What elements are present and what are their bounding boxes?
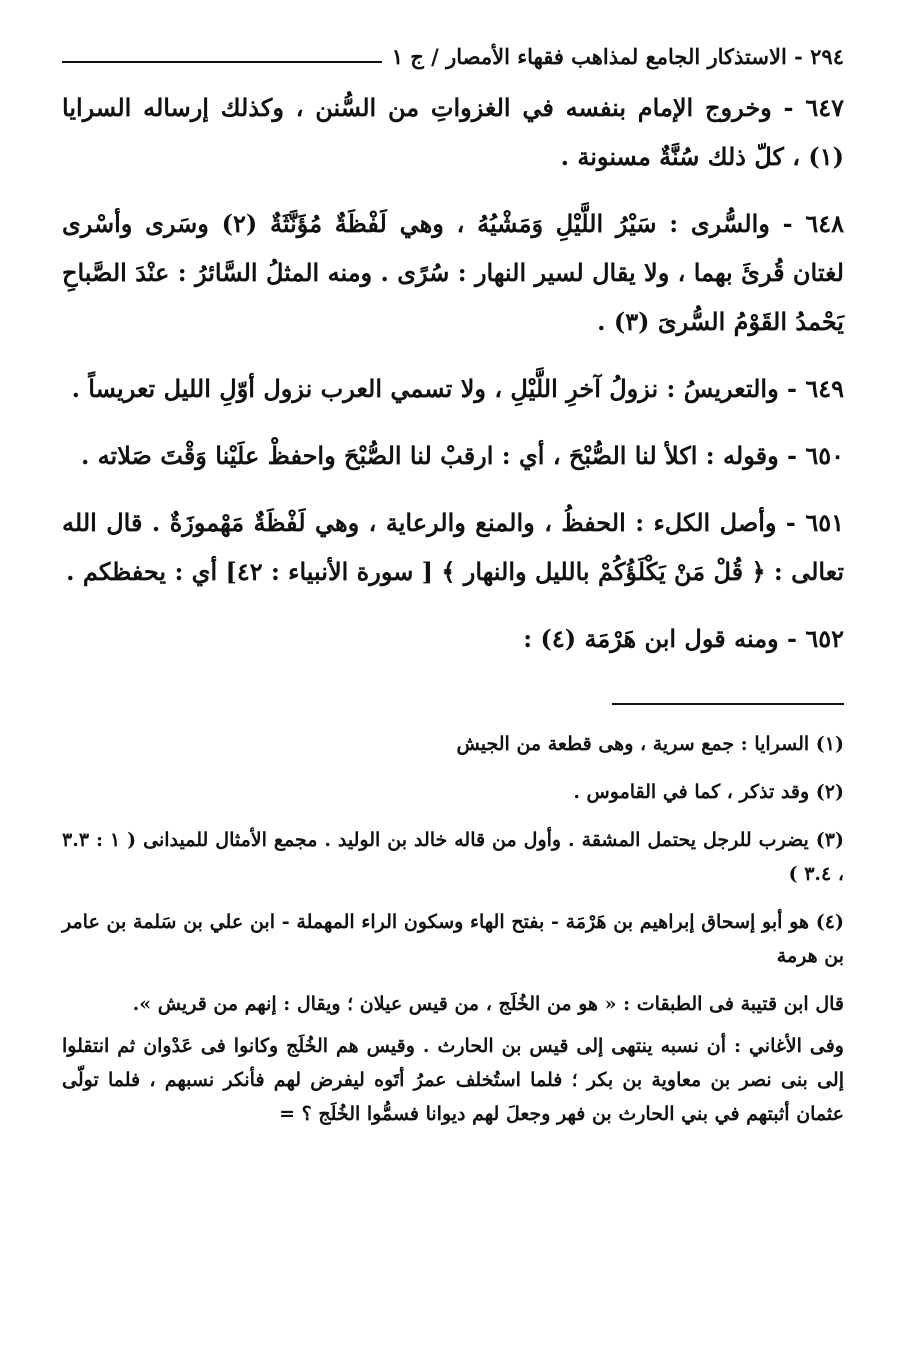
running-head-text: ٢٩٤ - الاستذكار الجامع لمذاهب فقهاء الأمصار / ج ١ — [391, 44, 844, 69]
paragraph-651: ٦٥١ - وأصل الكلء : الحفظُ ، والمنع والرعاية ، وهي لَفْظَةٌ مَهْموزَةٌ . قال الله تعالى : ﴿ قُلْ مَنْ يَكْلَؤُكُمْ بالليل والنهار ﴾ [ سورة الأنبياء : ٤٢] أي : يحفظكم . — [62, 508, 844, 587]
paragraph-652: ٦٥٢ - ومنه قول ابن هَرْمَة (٤) : — [523, 624, 844, 654]
footnote-separator — [612, 703, 844, 705]
running-head — [62, 44, 844, 69]
footnote-3: (٣) يضرب للرجل يحتمل المشقة . وأول من قاله خالد بن الوليد . مجمع الأمثال للميدانى ( ١ : ٣.٣ ، ٣.٤ ) — [62, 829, 844, 886]
footnote-1: (١) السرايا : جمع سرية ، وهى قطعة من الجيش — [456, 733, 844, 756]
footnotes — [62, 727, 844, 1131]
main-text — [62, 83, 844, 663]
footnote-2: (٢) وقد تذكر ، كما في القاموس . — [573, 781, 844, 804]
paragraph-650: ٦٥٠ - وقوله : اكلأ لنا الصُّبْحَ ، أي : ارقبْ لنا الصُّبْحَ واحفظْ علَيْنا وَقْتَ صَلاته . — [80, 441, 844, 471]
header-rule — [62, 61, 382, 63]
footnote-4-continued-tabaqat: قال ابن قتيبة فى الطبقات : « هو من الخُلَج ، من قيس عيلان ؛ ويقال : إنهم من قريش ». — [132, 993, 844, 1016]
paragraph-649: ٦٤٩ - والتعريسُ : نزولُ آخرِ اللَّيْلِ ، ولا تسمي العرب نزول أوّلِ الليل تعريساً . — [71, 374, 844, 404]
footnote-4: (٤) هو أبو إسحاق إبراهيم بن هَرْمَة - بفتح الهاء وسكون الراء المهملة - ابن علي بن سَلمة بن عامر بن هرمة — [62, 911, 844, 968]
paragraph-647: ٦٤٧ - وخروج الإمام بنفسه في الغزواتِ من السُّنن ، وكذلك إرساله السرايا (١) ، كلّ ذلك سُنَّةٌ مسنونة . — [62, 93, 844, 172]
paragraph-648: ٦٤٨ - والسُّرى : سَيْرُ اللَّيْلِ وَمَشْيُهُ ، وهي لَفْظَةٌ مُؤَنَّثَةٌ (٢) وسَرى وأسْرى لغتان قُرئَ بهما ، ولا يقال لسير النهار : سُرًى . ومنه المثلُ السَّائرُ : عنْدَ الصَّباحِ يَحْمدُ القَوْمُ السُّرىَ (٣) . — [62, 209, 845, 337]
book-page — [62, 44, 844, 1139]
footnote-4-continued-aghani: وفى الأغاني : أن نسبه ينتهى إلى قيس بن الحارث . وقيس هم الخُلَج وكانوا فى عَدْوان ثم انتقلوا إلى بنى نصر بن معاوية بن بكر ؛ فلما استُخلف عمرُ أتَوه ليفرض لهم فأنكر نسبهم ، فلما تولّى عثمان أثبتهم في بني الحارث بن فهر وجعلَ لهم ديوانا فسمُّوا الخُلَج ؟ = — [62, 1035, 844, 1126]
